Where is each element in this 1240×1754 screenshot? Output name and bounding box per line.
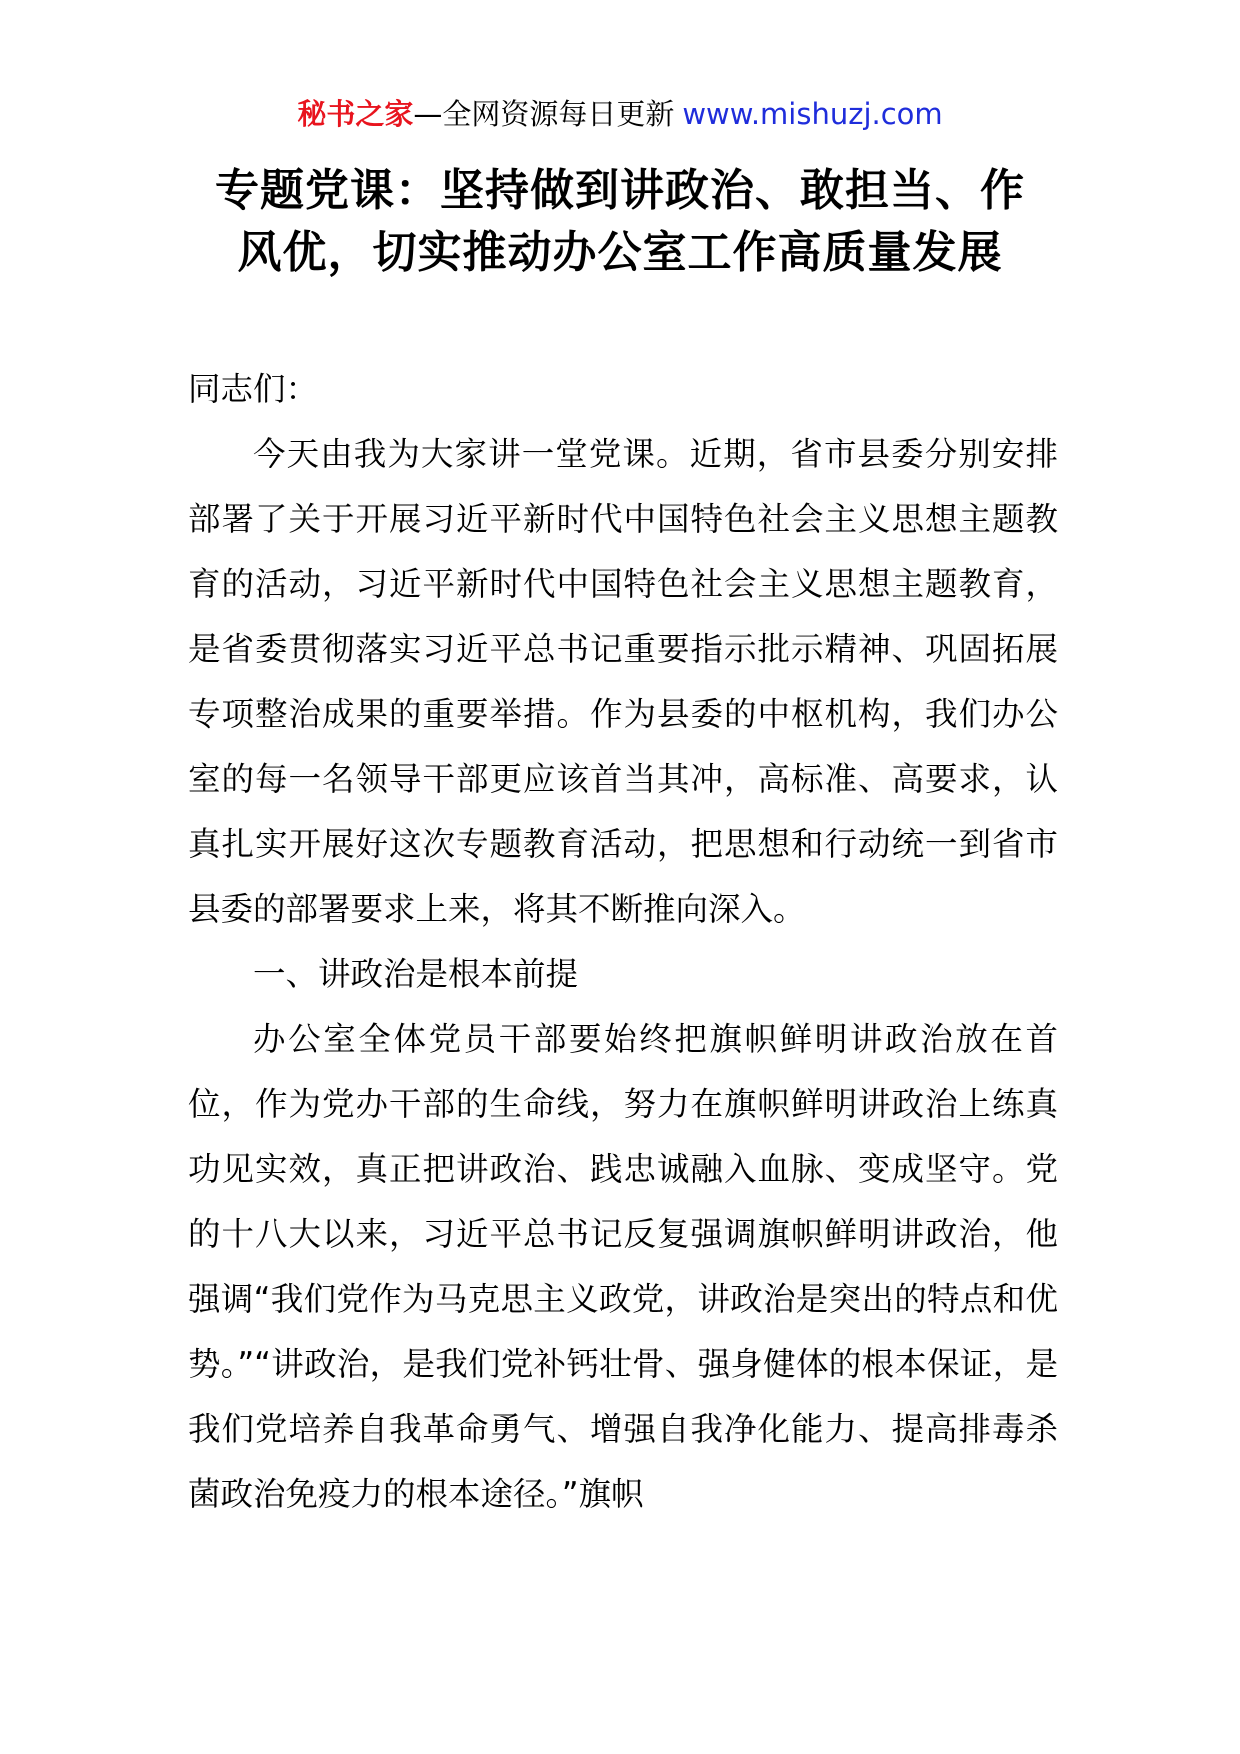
salutation: 同志们： [188,370,319,408]
section-heading: 一、讲政治是根本前提 [253,955,579,993]
site-url-link[interactable]: www.mishuzj.com [682,97,943,131]
document-title [190,160,1050,284]
site-tagline: —全网资源每日更新 [413,97,675,131]
paragraph-intro: 今天由我为大家讲一堂党课。近期，省市县委分别安排部署了关于开展习近平新时代中国特色社会主义思想主题教育的活动，习近平新时代中国特色社会主义思想主题教育，是省委贯彻落实习近平总书记重要指示批示精神、巩固拓展专项整治成果的重要举措。作为县委的中枢机构，我们办公室的每一名领导干部更应该首当其冲，高标准、高要求，认真扎实开展好这次专题教育活动，把思想和行动统一到省市县委的部署要求上来，将其不断推向深入。 [188,435,1058,928]
document-title-line-1: 专题党课：坚持做到讲政治、敢担当、作 [215,165,1025,216]
paragraph-section-1: 办公室全体党员干部要始终把旗帜鲜明讲政治放在首位，作为党办干部的生命线，努力在旗帜鲜明讲政治上练真功见实效，真正把讲政治、践忠诚融入血脉、变成坚守。党的十八大以来，习近平总书记反复强调旗帜鲜明讲政治，他强调“我们党作为马克思主义政党，讲政治是突出的特点和优势。”“讲政治，是我们党补钙壮骨、强身健体的根本保证，是我们党培养自我革命勇气、增强自我净化能力、提高排毒杀菌政治免疫力的根本途径。”旗帜 [188,1020,1058,1513]
document-body [188,357,1058,1527]
document-title-line-2: 风优，切实推动办公室工作高质量发展 [237,227,1003,278]
site-header [0,94,1240,134]
site-brand: 秘书之家 [297,97,414,131]
